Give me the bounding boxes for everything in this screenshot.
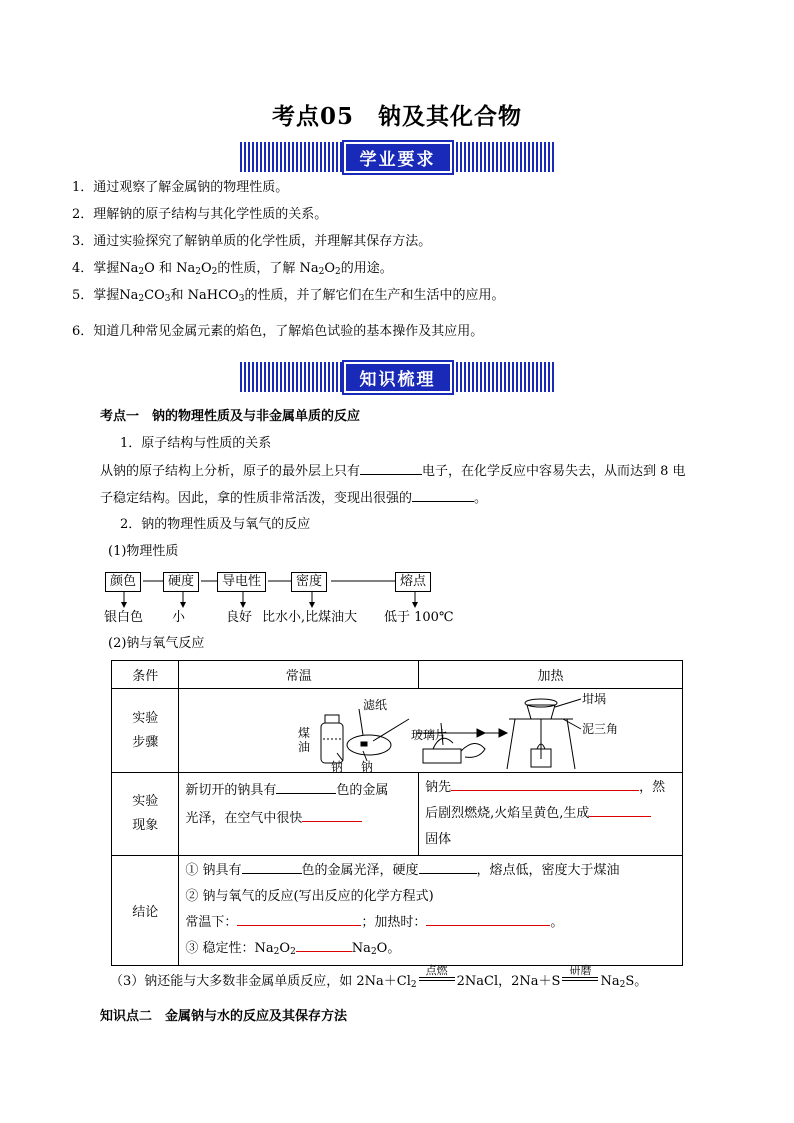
phen-heat-text-b: ，然 [639, 780, 666, 795]
blank-tarnish[interactable] [302, 809, 362, 822]
property-color-box: 颜色 [105, 572, 141, 592]
phen-room-text-c: 光泽，在空气中很快 [185, 811, 303, 826]
value-color: 银白色 [104, 610, 144, 625]
requirement-text: 通过实验探究了解钠单质的化学性质，并理解其保存方法。 [93, 234, 432, 249]
blank-luster-color[interactable] [242, 861, 302, 874]
requirement-text: 通过观察了解金属钠的物理性质。 [93, 180, 289, 195]
requirement-number: 1． [72, 180, 94, 195]
para1-text-d: 。 [474, 491, 488, 506]
requirement-item [72, 233, 431, 251]
conclusion-cell [179, 856, 683, 966]
phen-room-text-a: 新切开的钠具有 [185, 783, 277, 798]
section1-heading: 考点一 钠的物理性质及与非金属单质的反应 [100, 409, 361, 424]
note3-text-d: Na [600, 974, 620, 989]
value-conductivity: 良好 [226, 610, 253, 625]
banner-knowledge-label: 知识梳理 [344, 362, 452, 393]
condition-grind-label: 研磨 [569, 964, 592, 977]
requirement-item [72, 179, 288, 197]
phenomenon-heating [419, 773, 683, 856]
requirement-number: 6． [72, 324, 94, 339]
paragraph-line-1 [100, 462, 686, 481]
para1-text-b: 电子，在化学反应中容易失去，从而达到 8 电 [422, 464, 686, 479]
requirement-item [72, 206, 327, 224]
blank-melts[interactable] [451, 778, 639, 791]
value-density: 比水小,比煤油大 [262, 610, 358, 625]
paragraph-line-2 [100, 489, 487, 508]
requirement-text: 的性质，了解 Na [217, 261, 319, 276]
concl-text-3b: ；加热时： [361, 915, 427, 930]
subheading-physical-1: (1)物理性质 [108, 544, 179, 559]
banner-knowledge [240, 362, 555, 392]
subheading-structure: 1．原子结构与性质的关系 [120, 436, 272, 451]
subscript: 2 [211, 267, 218, 277]
blank-color[interactable] [276, 781, 336, 794]
requirement-text: 和 NaHCO [170, 288, 239, 303]
subscript: 2 [318, 267, 325, 277]
subscript: 2 [195, 267, 201, 277]
concl-text-3c: 。 [550, 915, 564, 930]
blank-hardness[interactable] [419, 861, 477, 874]
concl-text-3a: 常温下： [185, 915, 238, 930]
requirement-number: 5． [72, 288, 94, 303]
concl-text-1c: ，熔点低，密度大于煤油 [476, 863, 620, 878]
value-hardness: 小 [172, 610, 186, 625]
requirement-item [72, 260, 393, 278]
concl-text-1b: 色的金属光泽，硬度 [301, 863, 419, 878]
blank-stability[interactable] [296, 939, 352, 952]
svg-text:玻璃片: 玻璃片 [411, 728, 448, 742]
blank-equation-heat[interactable] [426, 913, 550, 926]
requirement-item [72, 287, 504, 305]
section2-heading: 知识点二 金属钠与水的反应及其保存方法 [100, 1009, 348, 1024]
subscript: 3 [238, 294, 245, 304]
requirement-text: CO [144, 288, 165, 303]
requirement-text: 理解钠的原子结构与其化学性质的关系。 [93, 207, 328, 222]
subscript: 2 [138, 294, 145, 304]
row-label-phenomenon [112, 773, 179, 856]
concl-text-4g: O。 [376, 941, 401, 956]
property-melting-box: 熔点 [395, 572, 431, 592]
header-room-temp: 常温 [179, 661, 419, 689]
svg-text:钠: 钠 [331, 760, 344, 773]
phenomenon-room [179, 773, 419, 856]
property-hardness-box: 硬度 [163, 572, 199, 592]
requirement-number: 4． [72, 261, 94, 276]
banner-requirements [240, 142, 555, 172]
svg-text:泥三角: 泥三角 [582, 722, 619, 736]
condition-ignite-label: 点燃 [425, 964, 448, 977]
svg-text:钠: 钠 [361, 760, 374, 773]
blank-equation-room[interactable] [237, 913, 361, 926]
blank-outer-electrons[interactable] [360, 462, 422, 475]
row-label-conclusion: 结论 [112, 856, 179, 966]
subscript: 2 [619, 980, 626, 990]
phen-heat-text-d: 固体 [425, 832, 452, 847]
value-melting: 低于 100℃ [384, 610, 454, 625]
svg-text:油: 油 [298, 740, 311, 754]
blank-product[interactable] [589, 804, 651, 817]
phen-heat-text-c: 后剧烈燃烧,火焰呈黄色,生成 [425, 806, 590, 821]
requirement-text: O 和 Na [144, 261, 196, 276]
requirement-text: O [200, 261, 212, 276]
note3-text-c: 2NaCl，2Na＋S [456, 974, 561, 989]
blank-reducibility[interactable] [412, 489, 474, 502]
condition-arrow-grind [560, 964, 600, 985]
property-conductivity-box: 导电性 [217, 572, 266, 592]
svg-text:煤: 煤 [298, 726, 311, 740]
row-label-steps-text: 实验 步骤 [132, 710, 159, 750]
page-title: 考点05 钠及其化合物 [271, 103, 522, 130]
phen-room-text-b: 色的金属 [336, 783, 389, 798]
note3-text-f: S。 [625, 974, 648, 989]
note3-text-a: （3）钠还能与大多数非金属单质反应，如 2Na＋Cl [110, 974, 411, 989]
requirement-text: 掌握Na [93, 261, 139, 276]
concl-text-2: ② 钠与氧气的反应(写出反应的化学方程式) [185, 889, 434, 904]
svg-text:滤纸: 滤纸 [363, 698, 388, 712]
banner-requirements-label: 学业要求 [344, 142, 452, 173]
condition-arrow-ignite [417, 964, 457, 985]
para1-text-a: 从钠的原子结构上分析，原子的最外层上只有 [100, 464, 361, 479]
requirement-text: 掌握Na [93, 288, 139, 303]
header-heating: 加热 [419, 661, 683, 689]
property-density-box: 密度 [291, 572, 327, 592]
subscript: 3 [164, 294, 171, 304]
requirement-text: O [324, 261, 336, 276]
phen-heat-text-a: 钠先 [425, 780, 452, 795]
requirement-number: 2． [72, 207, 94, 222]
concl-text-1a: ① 钠具有 [185, 863, 242, 878]
subheading-physical: 2．钠的物理性质及与氧气的反应 [120, 517, 311, 532]
subscript: 2 [138, 267, 145, 277]
subscript: 2 [410, 980, 417, 990]
concl-text-4a: ③ 稳定性：Na [185, 941, 274, 956]
requirement-text: 的用途。 [340, 261, 393, 276]
reaction-table [111, 660, 683, 966]
subscript: 2 [273, 947, 280, 957]
requirement-item [72, 323, 483, 341]
note-nonmetal-reactions [110, 964, 648, 991]
concl-text-4c: O [279, 941, 291, 956]
apparatus-drawing [111, 689, 683, 773]
para1-text-c: 子稳定结构。因此，拿的性质非常活泼，变现出很强的 [100, 491, 413, 506]
concl-text-4e: Na [351, 941, 371, 956]
requirement-text: 知道几种常见金属元素的焰色，了解焰色试验的基本操作及其应用。 [93, 324, 484, 339]
svg-text:坩埚: 坩埚 [582, 692, 607, 706]
experiment-illustration [179, 689, 683, 773]
subscript: 2 [335, 267, 341, 277]
subscript: 2 [290, 947, 296, 957]
subheading-oxygen: (2)钠与氧气反应 [108, 636, 205, 651]
row-label-phenomenon-text: 实验 现象 [132, 794, 159, 833]
requirement-text: 的性质，并了解它们在生产和生活中的应用。 [244, 288, 505, 303]
header-condition: 条件 [112, 661, 179, 689]
subscript: 2 [370, 947, 377, 957]
requirement-number: 3． [72, 234, 94, 249]
